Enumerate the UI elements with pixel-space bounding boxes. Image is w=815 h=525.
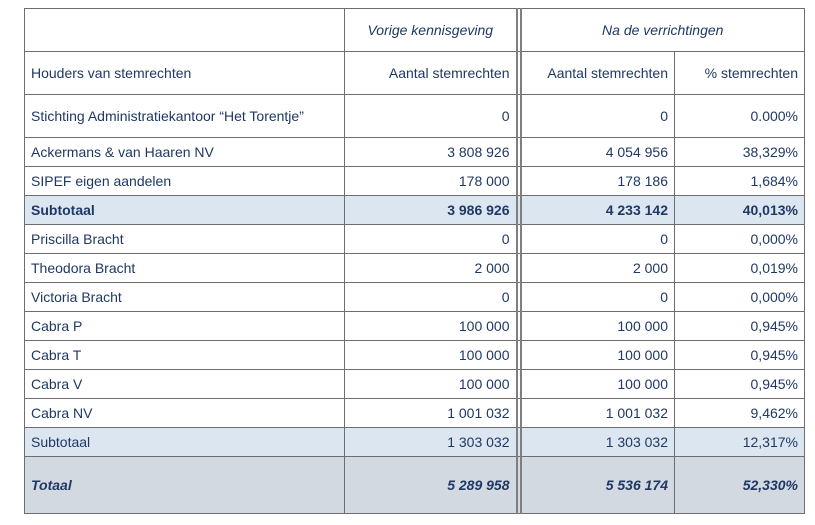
prev-value: 100 000 xyxy=(345,370,517,399)
after-value: 4 054 956 xyxy=(521,138,675,167)
after-value: 0 xyxy=(521,95,675,138)
prev-value: 2 000 xyxy=(345,254,517,283)
after-value: 100 000 xyxy=(521,370,675,399)
holder-name: Ackermans & van Haaren NV xyxy=(25,138,345,167)
header-after-count: Aantal stemrechten xyxy=(521,52,675,95)
holder-name: Totaal xyxy=(25,457,345,514)
after-value: 0 xyxy=(521,283,675,312)
table-row xyxy=(25,312,805,341)
table-row xyxy=(25,225,805,254)
prev-value: 0 xyxy=(345,95,517,138)
after-value: 1 303 032 xyxy=(521,428,675,457)
subtotal-row xyxy=(25,428,805,457)
holder-name: Subtotaal xyxy=(25,428,345,457)
prev-value: 1 303 032 xyxy=(345,428,517,457)
percent-value: 9,462% xyxy=(675,399,805,428)
table-row xyxy=(25,138,805,167)
after-value: 4 233 142 xyxy=(521,196,675,225)
header-row-top xyxy=(25,9,805,52)
after-value: 100 000 xyxy=(521,341,675,370)
after-value: 1 001 032 xyxy=(521,399,675,428)
total-row xyxy=(25,457,805,514)
table-row xyxy=(25,370,805,399)
prev-value: 3 808 926 xyxy=(345,138,517,167)
prev-value: 0 xyxy=(345,225,517,254)
table-row xyxy=(25,167,805,196)
percent-value: 0,945% xyxy=(675,341,805,370)
holder-name: Subtotaal xyxy=(25,196,345,225)
prev-value: 178 000 xyxy=(345,167,517,196)
holder-name: Theodora Bracht xyxy=(25,254,345,283)
holder-name: Priscilla Bracht xyxy=(25,225,345,254)
percent-value: 38,329% xyxy=(675,138,805,167)
holder-name: Cabra P xyxy=(25,312,345,341)
after-value: 2 000 xyxy=(521,254,675,283)
prev-value: 0 xyxy=(345,283,517,312)
holder-name: Cabra V xyxy=(25,370,345,399)
holder-name: Cabra T xyxy=(25,341,345,370)
percent-value: 1,684% xyxy=(675,167,805,196)
percent-value: 12,317% xyxy=(675,428,805,457)
prev-value: 100 000 xyxy=(345,341,517,370)
table-row xyxy=(25,254,805,283)
table-row xyxy=(25,341,805,370)
header-row-sub xyxy=(25,52,805,95)
percent-value: 0,945% xyxy=(675,370,805,399)
header-after-transactions: Na de verrichtingen xyxy=(521,9,805,52)
empty-header-cell xyxy=(25,9,345,52)
header-holders: Houders van stemrechten xyxy=(25,52,345,95)
table-row xyxy=(25,399,805,428)
table-row xyxy=(25,95,805,138)
after-value: 178 186 xyxy=(521,167,675,196)
percent-value: 0,019% xyxy=(675,254,805,283)
header-previous-notification: Vorige kennisgeving xyxy=(345,9,517,52)
header-percent: % stemrechten xyxy=(675,52,805,95)
after-value: 100 000 xyxy=(521,312,675,341)
after-value: 5 536 174 xyxy=(521,457,675,514)
subtotal-row xyxy=(25,196,805,225)
holder-name: Victoria Bracht xyxy=(25,283,345,312)
holder-name: Stichting Administratiekantoor “Het Torentje” xyxy=(25,95,345,138)
holder-name: Cabra NV xyxy=(25,399,345,428)
percent-value: 0,000% xyxy=(675,283,805,312)
header-prev-count: Aantal stemrechten xyxy=(345,52,517,95)
after-value: 0 xyxy=(521,225,675,254)
voting-rights-table xyxy=(24,8,805,514)
table-row xyxy=(25,283,805,312)
prev-value: 3 986 926 xyxy=(345,196,517,225)
percent-value: 52,330% xyxy=(675,457,805,514)
percent-value: 40,013% xyxy=(675,196,805,225)
prev-value: 100 000 xyxy=(345,312,517,341)
prev-value: 5 289 958 xyxy=(345,457,517,514)
percent-value: 0,000% xyxy=(675,225,805,254)
holder-name: SIPEF eigen aandelen xyxy=(25,167,345,196)
percent-value: 0.000% xyxy=(675,95,805,138)
prev-value: 1 001 032 xyxy=(345,399,517,428)
percent-value: 0,945% xyxy=(675,312,805,341)
